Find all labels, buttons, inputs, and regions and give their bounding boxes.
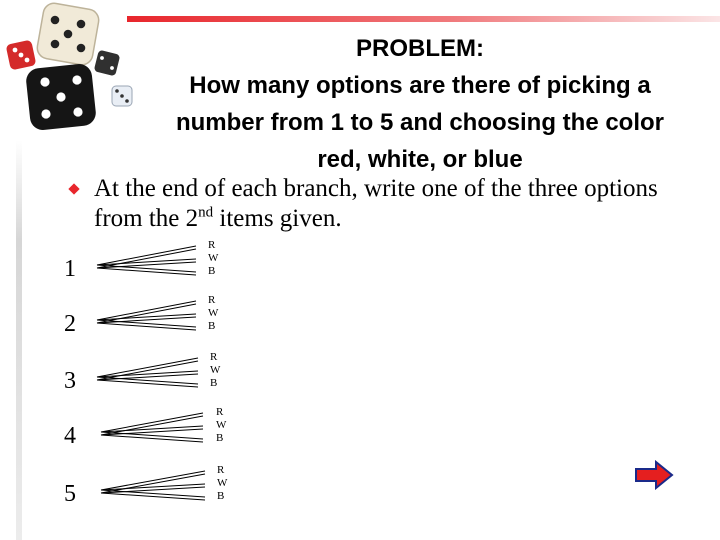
instruction-superscript: nd (198, 204, 214, 221)
branch-number: 3 (64, 368, 76, 394)
leaf-label: B (210, 377, 218, 389)
branch-number: 2 (64, 311, 76, 337)
leaf-label: W (208, 307, 219, 319)
right-arrow-icon[interactable] (634, 460, 674, 490)
title-line: How many options are there of picking a (189, 72, 651, 99)
leaf-labels (208, 239, 218, 278)
leaf-label: B (216, 432, 224, 444)
tree-branch-line (101, 493, 205, 500)
branch-number: 4 (64, 423, 76, 449)
title-line: red, white, or blue (317, 146, 523, 173)
tree-branch-line (101, 435, 203, 442)
leaf-label: B (217, 490, 225, 502)
leaf-label: R (208, 294, 216, 306)
leaf-label: B (208, 320, 216, 332)
title-line: PROBLEM: (356, 35, 484, 62)
tree-branch-line (101, 432, 203, 439)
leaf-label: W (208, 252, 219, 264)
leaf-label: B (208, 265, 216, 277)
leaf-labels (216, 406, 226, 445)
title-line: number from 1 to 5 and choosing the color (175, 109, 665, 136)
tree-branch-line (97, 380, 198, 387)
tree-branch-line (97, 320, 196, 327)
leaf-label: W (216, 419, 227, 431)
instruction-main: At the end of each branch, write one of the three options from the 2 (94, 175, 658, 232)
tree-branch-line (97, 323, 196, 330)
leaf-labels (210, 351, 220, 390)
tree-branch-line (97, 265, 196, 272)
tree-branch-line (101, 490, 205, 497)
leaf-label: W (210, 364, 221, 376)
leaf-label: W (217, 477, 228, 489)
tree-branch-line (97, 268, 196, 275)
leaf-label: R (217, 464, 225, 476)
leaf-label: R (210, 351, 218, 363)
tree-branch-line (97, 377, 198, 384)
branch-number: 5 (64, 481, 76, 507)
branch-number: 1 (64, 256, 76, 282)
instruction-tail: items given. (213, 205, 342, 232)
leaf-label: R (208, 239, 216, 251)
leaf-label: R (216, 406, 224, 418)
leaf-labels (208, 294, 218, 333)
leaf-labels (217, 464, 227, 503)
